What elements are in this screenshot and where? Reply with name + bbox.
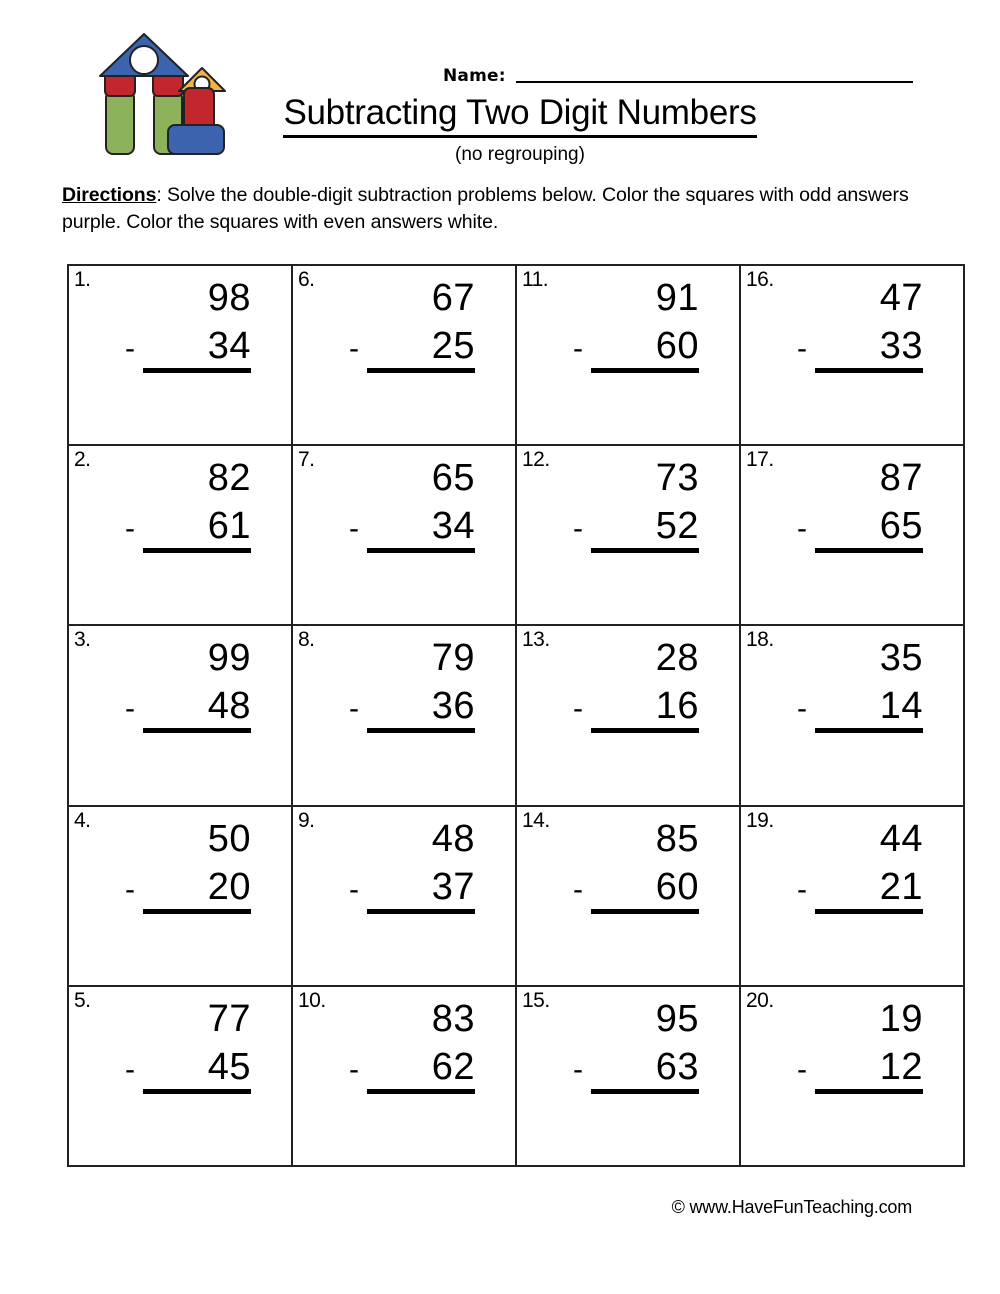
minus-operator: - (797, 1052, 807, 1086)
problem-number: 14. (522, 808, 550, 832)
subtrahend-row (121, 863, 271, 911)
subtrahend-row (569, 863, 719, 911)
subtraction-problem (569, 815, 719, 914)
subtraction-problem (345, 274, 495, 373)
minuend: 85 (655, 817, 699, 860)
subtrahend: 20 (207, 865, 251, 908)
problem-cell[interactable] (293, 987, 517, 1167)
minus-operator: - (797, 692, 807, 726)
minuend-row (793, 274, 943, 322)
directions-label: Directions (62, 184, 157, 206)
problem-number: 11. (522, 268, 549, 291)
minuend: 47 (879, 277, 923, 319)
subtraction-problem (121, 274, 271, 373)
problem-cell[interactable] (69, 446, 293, 626)
subtraction-problem (345, 454, 495, 553)
problem-number: 1. (74, 268, 91, 291)
minuend: 83 (431, 997, 475, 1040)
problem-cell[interactable] (293, 626, 517, 806)
subtrahend: 63 (655, 1045, 699, 1088)
problem-cell[interactable] (741, 626, 965, 806)
problem-number: 13. (522, 628, 550, 652)
subtrahend-row (345, 502, 495, 550)
problem-cell[interactable] (741, 446, 965, 626)
minuend-row (121, 274, 271, 322)
subtraction-problem (345, 634, 495, 733)
subtrahend-row (569, 682, 719, 730)
minus-operator: - (573, 692, 583, 726)
subtrahend-row (121, 502, 271, 550)
minuend-row (793, 995, 943, 1043)
minuend-row (345, 995, 495, 1043)
problem-number: 15. (522, 988, 550, 1012)
minuend: 65 (431, 457, 475, 500)
minuend: 77 (207, 997, 251, 1040)
minuend: 95 (655, 997, 699, 1040)
minuend-row (345, 454, 495, 502)
minuend-row (121, 995, 271, 1043)
minuend: 82 (207, 457, 251, 500)
minuend-row (569, 634, 719, 682)
subtrahend: 37 (431, 865, 475, 908)
problem-number: 19. (746, 808, 774, 832)
problem-number: 2. (74, 448, 91, 472)
subtraction-problem (793, 995, 943, 1094)
problem-cell[interactable] (517, 626, 741, 806)
subtrahend: 33 (879, 325, 923, 367)
subtrahend: 48 (207, 685, 251, 728)
subtrahend-row (569, 1043, 719, 1091)
problem-cell[interactable] (517, 446, 741, 626)
subtrahend: 65 (879, 505, 923, 548)
problem-number: 17. (746, 448, 774, 472)
title-block (180, 92, 860, 166)
problem-cell[interactable] (69, 987, 293, 1167)
minuend-row (793, 454, 943, 502)
subtrahend: 60 (655, 325, 699, 367)
problem-cell[interactable] (741, 807, 965, 987)
problem-cell[interactable] (293, 446, 517, 626)
directions-text: Solve the double-digit subtraction problems below. Color the squares with odd answers purple. Color the squares with even answers white. (62, 184, 909, 233)
worksheet-header (0, 0, 1000, 175)
problem-number: 18. (746, 628, 774, 652)
subtraction-problem (121, 995, 271, 1094)
subtraction-problem (793, 454, 943, 553)
subtrahend: 45 (207, 1045, 251, 1088)
subtrahend-row (793, 502, 943, 550)
subtrahend: 52 (655, 505, 699, 548)
subtrahend-row (569, 502, 719, 550)
minus-operator: - (573, 1052, 583, 1086)
directions (62, 182, 932, 236)
subtraction-problem (793, 634, 943, 733)
minuend-row (121, 634, 271, 682)
subtrahend: 16 (655, 685, 699, 728)
minuend: 44 (879, 817, 923, 860)
problem-number: 7. (298, 448, 315, 472)
subtraction-problem (793, 815, 943, 914)
minuend: 91 (655, 277, 699, 319)
minuend: 73 (655, 457, 699, 500)
footer (0, 1196, 1000, 1218)
minuend-row (345, 815, 495, 863)
minus-operator: - (349, 512, 359, 546)
minuend-row (793, 815, 943, 863)
minuend: 28 (655, 637, 699, 680)
problem-number: 16. (746, 268, 774, 291)
minuend-row (121, 454, 271, 502)
subtraction-problem (569, 634, 719, 733)
problem-cell[interactable] (741, 987, 965, 1167)
minuend-row (569, 454, 719, 502)
minuend-row (345, 634, 495, 682)
minus-operator: - (573, 872, 583, 906)
problem-number: 3. (74, 628, 91, 652)
problem-number: 4. (74, 808, 91, 832)
minuend-row (345, 274, 495, 322)
minus-operator: - (125, 332, 135, 365)
minus-operator: - (349, 332, 359, 365)
subtraction-problem (121, 815, 271, 914)
problem-cell[interactable] (293, 807, 517, 987)
problem-grid (67, 264, 965, 1167)
problem-number: 8. (298, 628, 315, 652)
minus-operator: - (125, 692, 135, 726)
minuend-row (569, 274, 719, 322)
subtrahend-row (793, 863, 943, 911)
minuend: 48 (431, 817, 475, 860)
problem-number: 20. (746, 988, 774, 1012)
minus-operator: - (125, 1052, 135, 1086)
minus-operator: - (349, 692, 359, 726)
problem-cell[interactable] (69, 626, 293, 806)
minus-operator: - (125, 512, 135, 546)
subtraction-problem (569, 274, 719, 373)
problem-cell[interactable] (517, 266, 741, 446)
subtrahend-row (793, 1043, 943, 1091)
subtrahend-row (345, 322, 495, 370)
problem-number: 10. (298, 988, 326, 1012)
subtrahend: 34 (207, 325, 251, 367)
subtrahend: 62 (431, 1045, 475, 1088)
page-title: Subtracting Two Digit Numbers (283, 92, 756, 138)
minuend: 19 (879, 997, 923, 1040)
subtrahend: 14 (879, 685, 923, 728)
subtrahend-row (121, 322, 271, 370)
minuend: 99 (207, 637, 251, 680)
minuend: 35 (879, 637, 923, 680)
minus-operator: - (573, 512, 583, 546)
problem-number: 5. (74, 988, 91, 1012)
subtrahend: 25 (431, 325, 475, 367)
subtrahend-row (345, 1043, 495, 1091)
minus-operator: - (349, 872, 359, 906)
minuend-row (793, 634, 943, 682)
problem-number: 9. (298, 808, 315, 832)
minuend-row (569, 815, 719, 863)
minus-operator: - (125, 872, 135, 906)
subtrahend-row (569, 322, 719, 370)
minuend: 98 (207, 277, 251, 319)
minus-operator: - (349, 1052, 359, 1086)
copyright-text: © www.HaveFunTeaching.com (671, 1197, 912, 1217)
subtrahend: 34 (431, 505, 475, 548)
directions-separator: : (156, 184, 162, 206)
problem-cell[interactable] (69, 807, 293, 987)
page-subtitle: (no regrouping) (455, 144, 585, 165)
problem-cell[interactable] (293, 266, 517, 446)
name-input-line[interactable] (516, 80, 913, 83)
subtrahend-row (793, 322, 943, 370)
minus-operator: - (573, 332, 583, 365)
subtraction-problem (121, 454, 271, 553)
problem-cell[interactable] (517, 987, 741, 1167)
minuend: 50 (207, 817, 251, 860)
problem-cell[interactable] (69, 266, 293, 446)
subtrahend-row (121, 1043, 271, 1091)
minuend: 79 (431, 637, 475, 680)
problem-cell[interactable] (517, 807, 741, 987)
subtrahend-row (121, 682, 271, 730)
subtrahend-row (345, 863, 495, 911)
name-field[interactable] (443, 60, 913, 86)
subtraction-problem (793, 274, 943, 373)
minuend-row (569, 995, 719, 1043)
subtrahend: 60 (655, 865, 699, 908)
subtrahend-row (345, 682, 495, 730)
minuend-row (121, 815, 271, 863)
problem-number: 12. (522, 448, 550, 472)
subtrahend: 36 (431, 685, 475, 728)
problem-cell[interactable] (741, 266, 965, 446)
subtraction-problem (569, 995, 719, 1094)
subtrahend: 21 (879, 865, 923, 908)
minus-operator: - (797, 872, 807, 906)
minuend: 87 (879, 457, 923, 500)
subtraction-problem (569, 454, 719, 553)
problem-number: 6. (298, 268, 315, 291)
minus-operator: - (797, 332, 807, 365)
name-label: Name: (443, 66, 506, 86)
subtraction-problem (121, 634, 271, 733)
subtraction-problem (345, 815, 495, 914)
subtrahend: 12 (879, 1045, 923, 1088)
subtraction-problem (345, 995, 495, 1094)
minuend: 67 (431, 277, 475, 319)
subtrahend-row (793, 682, 943, 730)
minus-operator: - (797, 512, 807, 546)
subtrahend: 61 (207, 505, 251, 548)
